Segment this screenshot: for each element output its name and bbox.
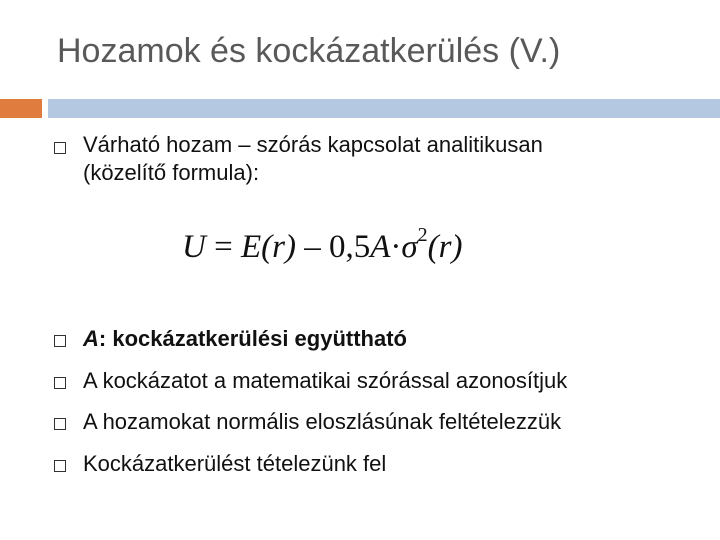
formula-er: E(r) <box>240 229 296 265</box>
formula-lhs: U <box>182 229 206 265</box>
accent-bar-blue <box>48 99 720 118</box>
square-bullet-icon <box>54 142 66 154</box>
bullet-text-2-italic: A <box>83 326 99 351</box>
bullet-text-2-rest: : kockázatkerülési együttható <box>98 326 407 351</box>
formula-coef: 0,5 <box>328 229 371 265</box>
bullet-text-1 <box>83 131 543 187</box>
square-bullet-icon <box>54 377 66 389</box>
square-bullet-icon <box>54 418 66 430</box>
formula <box>182 224 463 266</box>
bullet-text-1-line2: (közelítő formula): <box>83 160 260 185</box>
bullet-text-1-line1: Várható hozam – szórás kapcsolat analitikusan <box>83 132 543 157</box>
square-bullet-icon <box>54 460 66 472</box>
formula-minus: – <box>295 229 329 265</box>
formula-eq: = <box>205 229 241 265</box>
bullet-text-2 <box>83 325 407 353</box>
formula-dot: · <box>390 229 402 265</box>
bullet-text-3: A kockázatot a matematikai szórással azonosítjuk <box>83 368 568 393</box>
accent-bar-orange <box>0 99 42 118</box>
bullet-text-4: A hozamokat normális eloszlásúnak feltételezzük <box>83 409 562 434</box>
formula-exponent: 2 <box>417 224 428 246</box>
formula-r: (r) <box>427 229 463 265</box>
slide-title: Hozamok és kockázatkerülés (V.) <box>57 32 561 70</box>
formula-sigma: σ <box>401 229 418 265</box>
bullet-text-5: Kockázatkerülést tételezünk fel <box>83 451 387 476</box>
square-bullet-icon <box>54 335 66 347</box>
formula-a: A <box>370 229 391 265</box>
